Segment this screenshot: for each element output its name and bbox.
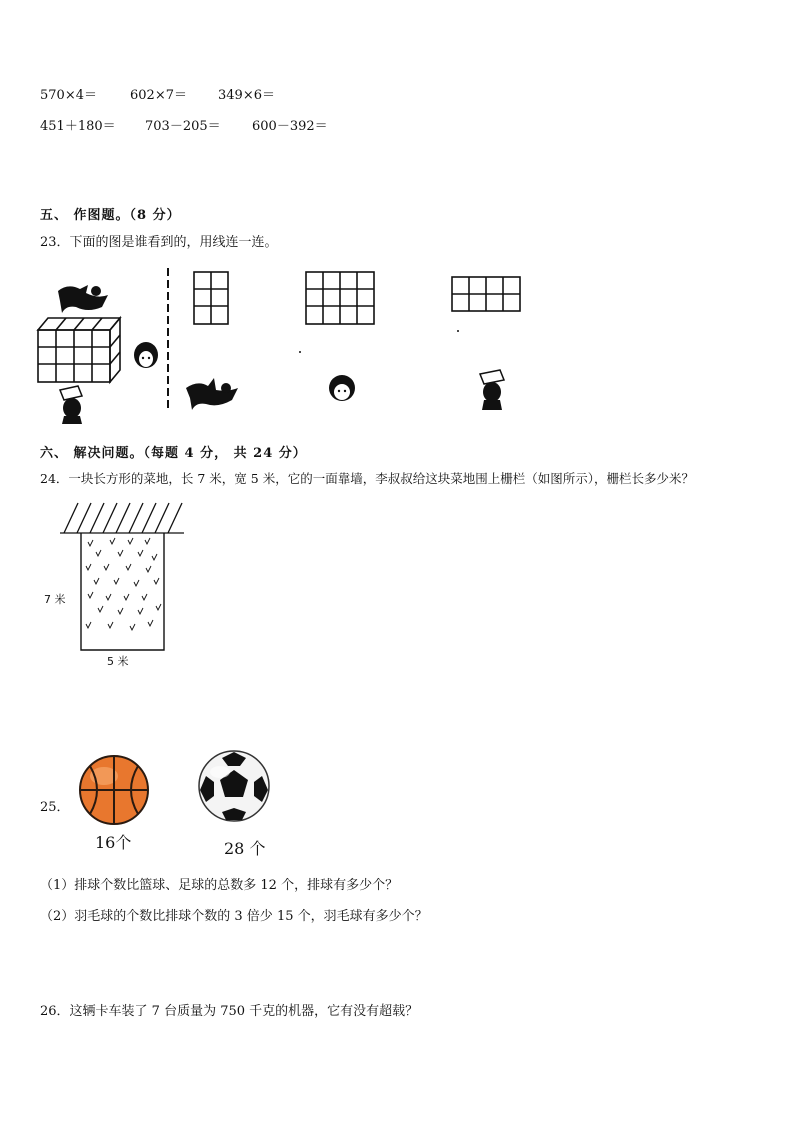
calc-1: 570×4＝ [40, 88, 97, 103]
label-width: 5 米 [107, 655, 129, 668]
calc-2: 602×7＝ [130, 88, 187, 103]
q26-text: 26．这辆卡车装了 7 台质量为 750 千克的机器，它有没有超载？ [40, 1004, 419, 1019]
football-count: 28 个 [224, 839, 266, 858]
q25-sub1: （1）排球个数比篮球、足球的总数多 12 个，排球有多少个？ [40, 878, 399, 893]
label-length: 7 米 [44, 593, 66, 606]
section5-title: 五、 作图题。（8 分） [40, 208, 181, 223]
calc-5: 703－205＝ [145, 119, 221, 134]
q25-num: 25． [40, 800, 70, 815]
q25-sub2: （2）羽毛球的个数比排球个数的 3 倍少 15 个，羽毛球有多少个？ [40, 909, 428, 924]
basketball-icon [80, 756, 148, 824]
q24-text: 24．一块长方形的菜地，长 7 米，宽 5 米，它的一面靠墙，李叔叔给这块菜地围上栅栏（如图所示），栅栏长多少米？ [40, 471, 694, 486]
calc-4: 451＋180＝ [40, 119, 116, 134]
section6-title: 六、 解决问题。（每题 4 分， 共 24 分） [40, 446, 307, 461]
calc-3: 349×6＝ [218, 88, 275, 103]
q23-text: 23．下面的图是谁看到的，用线连一连。 [40, 235, 278, 250]
basketball-count: 16个 [95, 833, 132, 852]
calc-6: 600－392＝ [252, 119, 328, 134]
football-icon [199, 751, 269, 821]
